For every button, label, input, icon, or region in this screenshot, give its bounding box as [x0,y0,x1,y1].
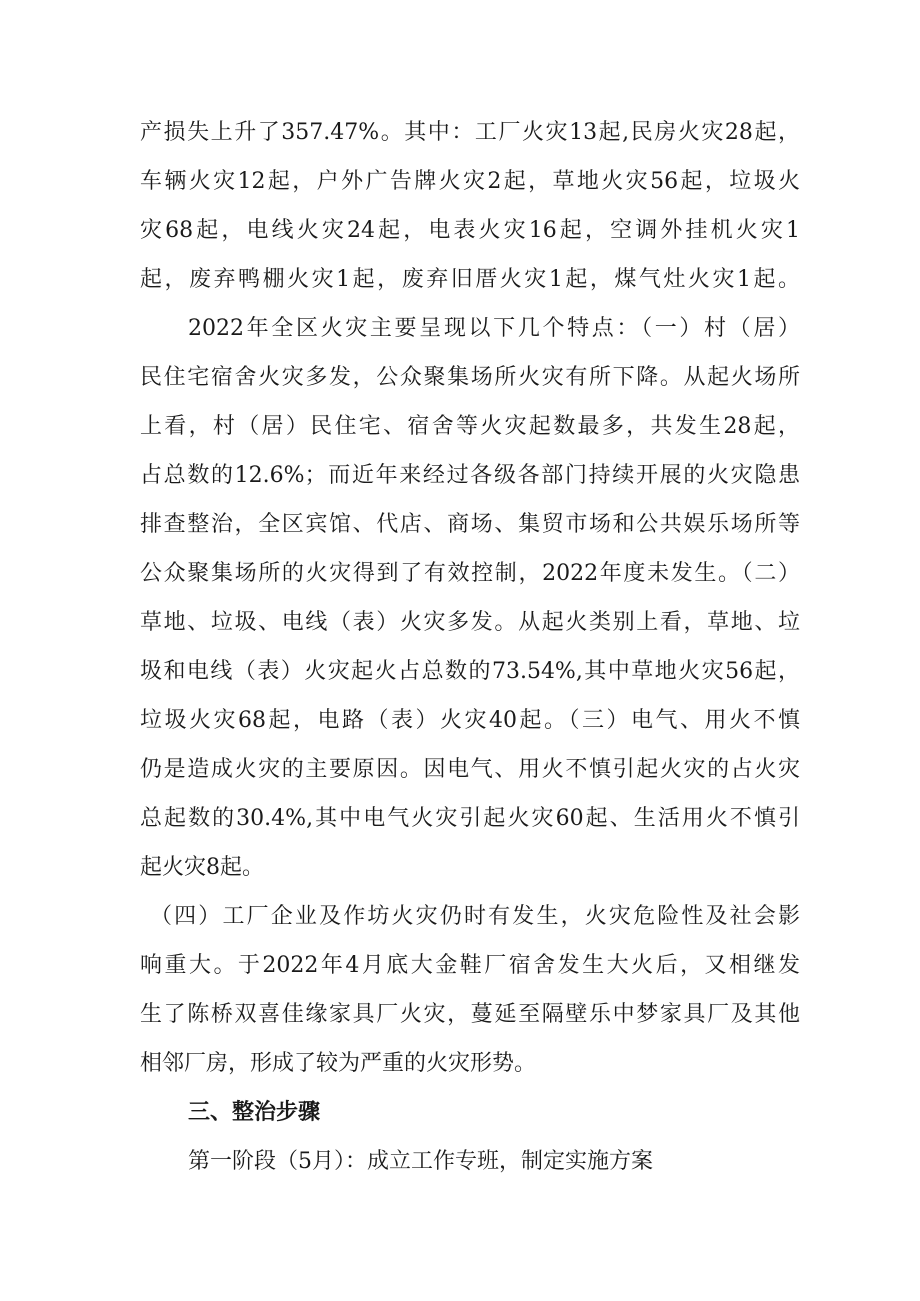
paragraph-line: 相邻厂房，形成了较为严重的火灾形势。 [140,1051,537,1076]
paragraph-line: 生了陈桥双喜佳缘家具厂火灾，蔓延至隔壁乐中梦家具厂及其他 [140,1002,800,1027]
paragraph-line: 起，废弃鸭棚火灾1起，废弃旧厝火灾1起，煤气灶火灾1起。 [140,267,800,292]
paragraph-line: 垃圾火灾68起，电路（表）火灾40起。（三）电气、用火不慎 [140,708,800,733]
paragraph-line: 产损失上升了357.47%。其中：工厂火灾13起,民房火灾28起， [140,120,800,145]
paragraph-line: 总起数的30.4%,其中电气火灾引起火灾60起、生活用火不慎引 [140,806,800,831]
paragraph-line: 圾和电线（表）火灾起火占总数的73.54%,其中草地火灾56起， [140,659,800,684]
paragraph-line: （四）工厂企业及作坊火灾仍时有发生，火灾危险性及社会影 [150,904,800,929]
paragraph-line: 排查整治，全区宾馆、代店、商场、集贸市场和公共娱乐场所等 [140,512,800,537]
phase-line: 第一阶段（5月）：成立工作专班，制定实施方案 [188,1149,653,1174]
paragraph-line: 2022年全区火灾主要呈现以下几个特点：（一）村（居） [188,316,800,341]
paragraph-line: 起火灾8起。 [140,855,264,880]
paragraph-line: 公众聚集场所的火灾得到了有效控制，2022年度未发生。（二） [140,561,800,586]
paragraph-line: 仍是造成火灾的主要原因。因电气、用火不慎引起火灾的占火灾 [140,757,800,782]
paragraph-line: 草地、垃圾、电线（表）火灾多发。从起火类别上看，草地、垃 [140,610,800,635]
paragraph-line: 占总数的12.6%；而近年来经过各级各部门持续开展的火灾隐患 [140,463,800,488]
paragraph-line: 响重大。于2022年4月底大金鞋厂宿舍发生大火后，又相继发 [140,953,800,978]
paragraph-line: 民住宅宿舍火灾多发，公众聚集场所火灾有所下降。从起火场所 [140,365,800,390]
paragraph-line: 上看，村（居）民住宅、宿舍等火灾起数最多，共发生28起， [140,414,800,439]
section-heading: 三、整治步骤 [188,1100,321,1125]
paragraph-line: 灾68起，电线火灾24起，电表火灾16起，空调外挂机火灾1 [140,218,800,243]
paragraph-line: 车辆火灾12起，户外广告牌火灾2起，草地火灾56起，垃圾火 [140,169,800,194]
